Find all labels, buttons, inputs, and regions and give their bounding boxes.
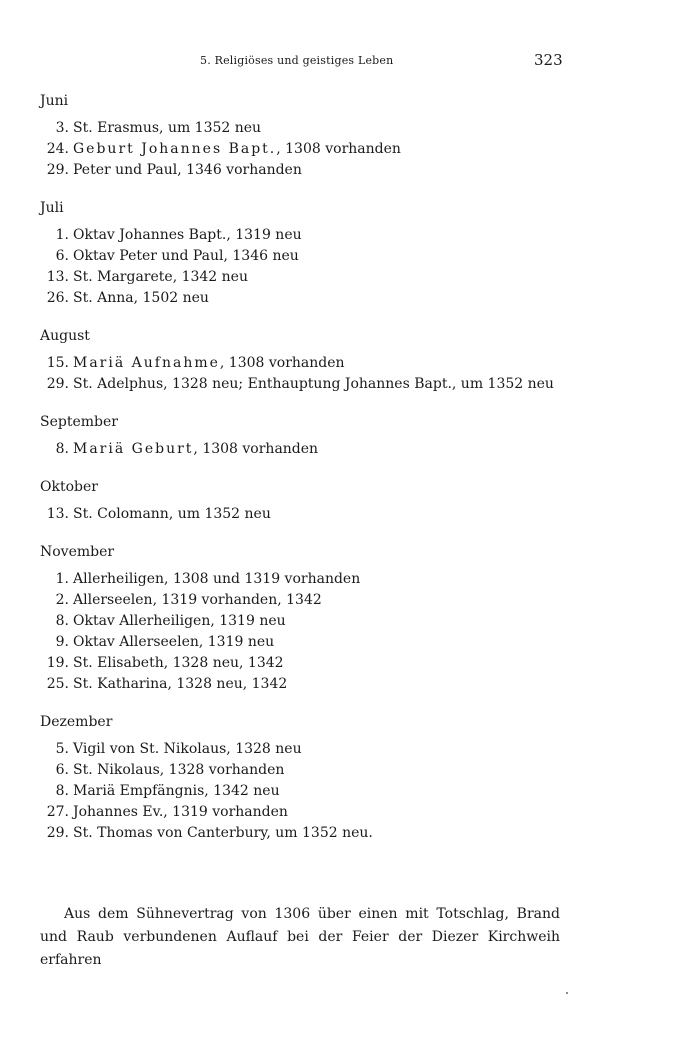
feast-entry [40,246,560,267]
feast-list [40,739,560,844]
feast-text: St. Erasmus, um 1352 neu [73,120,262,136]
feast-entry [40,802,560,823]
feast-entry [40,160,560,181]
feast-text: St. Colomann, um 1352 neu [73,506,271,522]
feast-entry [40,374,560,395]
feast-day: 8. [55,783,69,799]
month-heading: Juli [40,200,64,216]
feast-calendar [40,90,560,860]
month-heading: November [40,544,115,560]
feast-day: 6. [55,248,69,264]
feast-entry [40,674,560,695]
feast-day: 15. [46,355,69,371]
feast-day: 13. [46,269,69,285]
feast-list [40,353,560,395]
feast-name-spaced: Mariä Geburt [73,441,194,457]
month-heading: September [40,414,118,430]
feast-text: St. Katharina, 1328 neu, 1342 [73,676,288,692]
feast-text: Mariä Empfängnis, 1342 neu [73,783,280,799]
feast-text: St. Margarete, 1342 neu [73,269,248,285]
feast-text: St. Elisabeth, 1328 neu, 1342 [73,655,284,671]
feast-text: St. Nikolaus, 1328 vorhanden [73,762,285,778]
closing-paragraph-text: Aus dem Sühnevertrag von 1306 über einen mit Totschlag, Brand und Raub verbundenen Auflauf bei der Feier der Diezer Kirchweih erfahren [40,906,560,968]
feast-list [40,225,560,309]
feast-entry [40,569,560,590]
stray-mark [566,992,568,994]
feast-day: 8. [55,613,69,629]
feast-text: , 1308 vorhanden [219,355,345,371]
feast-list [40,439,560,460]
feast-text: St. Thomas von Canterbury, um 1352 neu. [73,825,373,841]
month-heading: Oktober [40,479,98,495]
feast-day: 29. [46,825,69,841]
feast-text: Peter und Paul, 1346 vorhanden [73,162,302,178]
feast-text: St. Adelphus, 1328 neu; Enthauptung Johannes Bapt., um 1352 neu [73,376,554,392]
feast-entry [40,590,560,611]
feast-list [40,569,560,695]
feast-day: 19. [46,655,69,671]
feast-text: Allerseelen, 1319 vorhanden, 1342 [73,592,322,608]
feast-text: Allerheiligen, 1308 und 1319 vorhanden [73,571,361,587]
feast-text: , 1308 vorhanden [193,441,319,457]
feast-day: 1. [55,571,69,587]
feast-text: Oktav Allerheiligen, 1319 neu [73,613,286,629]
feast-day: 13. [46,506,69,522]
feast-text: Vigil von St. Nikolaus, 1328 neu [73,741,302,757]
feast-day: 6. [55,762,69,778]
closing-paragraph [40,903,560,972]
feast-day: 29. [46,376,69,392]
month-heading: August [40,328,90,344]
feast-day: 5. [55,741,69,757]
feast-text: Oktav Peter und Paul, 1346 neu [73,248,299,264]
feast-name-spaced: Geburt Johannes Bapt. [73,141,277,157]
feast-entry [40,739,560,760]
feast-entry [40,353,560,374]
feast-entry [40,632,560,653]
feast-list [40,504,560,525]
feast-day: 1. [55,227,69,243]
page-number: 323 [534,51,563,69]
feast-text: Johannes Ev., 1319 vorhanden [73,804,288,820]
feast-text: , 1308 vorhanden [276,141,401,157]
feast-text: St. Anna, 1502 neu [73,290,209,306]
feast-entry [40,139,560,160]
feast-text: Oktav Allerseelen, 1319 neu [73,634,275,650]
feast-entry [40,439,560,460]
feast-day: 25. [46,676,69,692]
feast-entry [40,781,560,802]
feast-entry [40,611,560,632]
feast-day: 3. [55,120,69,136]
feast-list [40,118,560,181]
feast-entry [40,118,560,139]
month-heading: Dezember [40,714,113,730]
feast-entry [40,288,560,309]
feast-day: 2. [55,592,69,608]
feast-name-spaced: Mariä Aufnahme [73,355,220,371]
running-head: 5. Religiöses und geistiges Leben [200,54,394,67]
feast-day: 27. [46,804,69,820]
feast-day: 9. [55,634,69,650]
feast-day: 29. [46,162,69,178]
feast-entry [40,653,560,674]
feast-text: Oktav Johannes Bapt., 1319 neu [73,227,302,243]
feast-entry [40,225,560,246]
feast-entry [40,504,560,525]
feast-entry [40,823,560,844]
feast-entry [40,267,560,288]
feast-day: 26. [46,290,69,306]
month-heading: Juni [40,93,69,109]
feast-entry [40,760,560,781]
feast-day: 24. [46,141,69,157]
feast-day: 8. [55,441,69,457]
